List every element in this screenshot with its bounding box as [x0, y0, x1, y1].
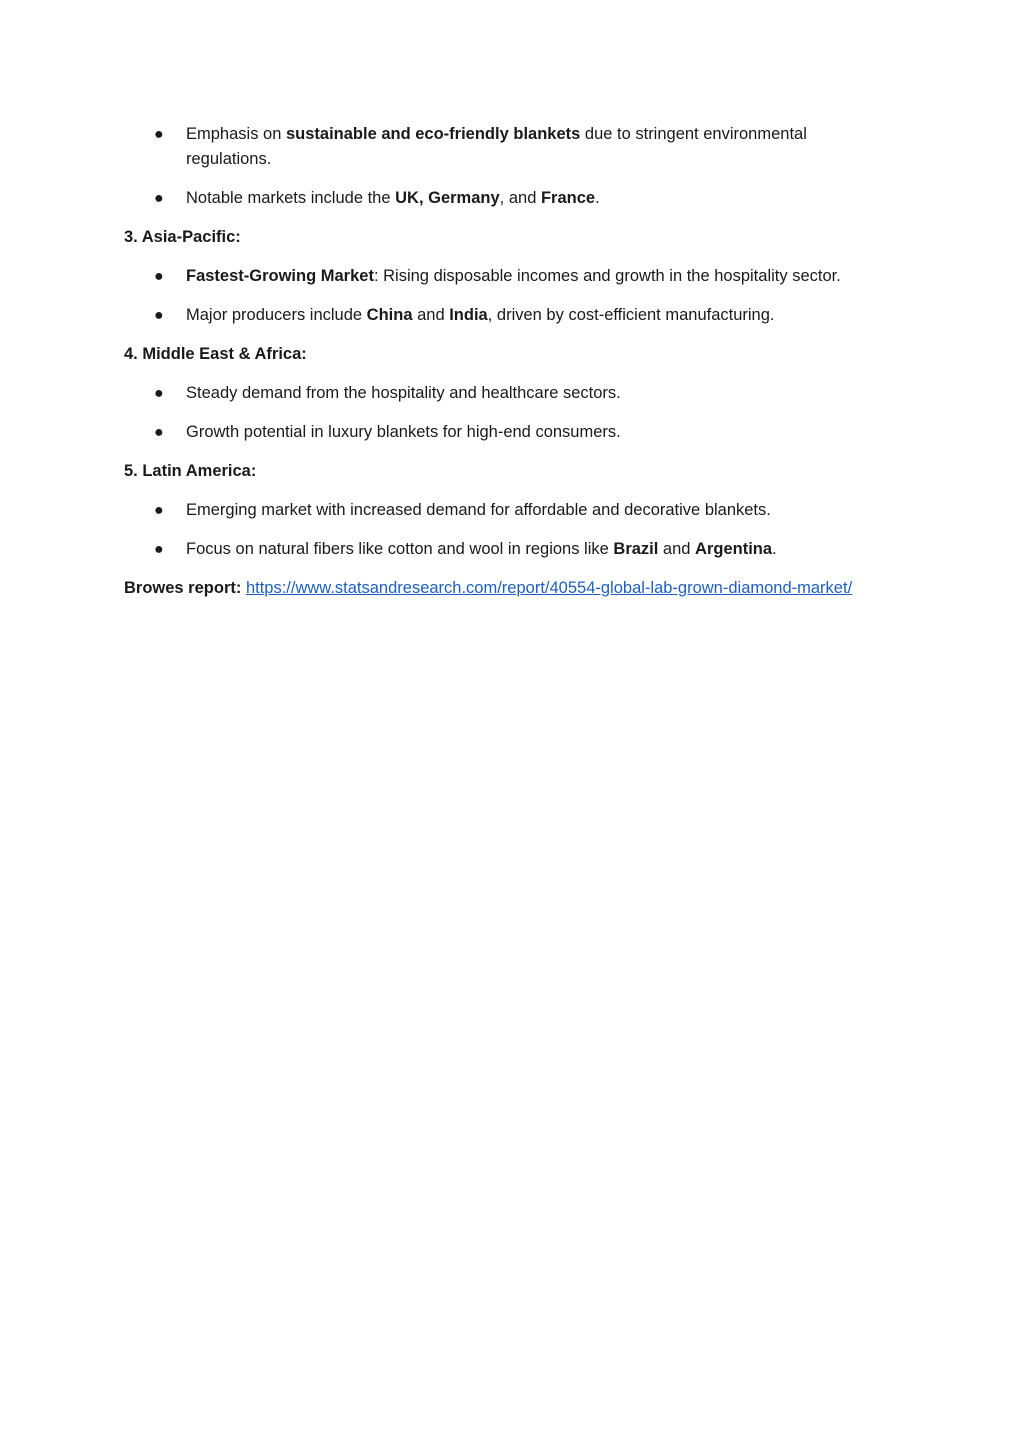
list-item: ● Fastest-Growing Market: Rising disposable incomes and growth in the hospitality sector. — [124, 264, 884, 289]
bullet-icon: ● — [154, 541, 164, 558]
bullet-icon: ● — [154, 126, 164, 143]
bullet-icon: ● — [154, 385, 164, 402]
bullet-icon: ● — [154, 190, 164, 207]
latin-america-bullet-list — [124, 498, 884, 562]
list-item: ● Emerging market with increased demand for affordable and decorative blankets. — [124, 498, 884, 523]
document-page — [124, 122, 884, 601]
list-item: ● Growth potential in luxury blankets for high-end consumers. — [124, 420, 884, 445]
report-link[interactable]: https://www.statsandresearch.com/report/40554-global-lab-grown-diamond-market/ — [245, 579, 853, 597]
section-heading-asia-pacific: 3. Asia-Pacific: — [124, 228, 241, 246]
europe-bullet-list — [124, 122, 884, 211]
asia-pacific-bullet-list — [124, 264, 884, 328]
bullet-icon: ● — [154, 307, 164, 324]
bullet-icon: ● — [154, 502, 164, 519]
list-item: ● Steady demand from the hospitality and healthcare sectors. — [124, 381, 884, 406]
bullet-icon: ● — [154, 424, 164, 441]
report-line — [124, 576, 884, 601]
list-item: ● Focus on natural fibers like cotton and wool in regions like Brazil and Argentina. — [124, 537, 884, 562]
bullet-icon: ● — [154, 268, 164, 285]
middle-east-africa-bullet-list — [124, 381, 884, 445]
list-item: ● Major producers include China and India, driven by cost-efficient manufacturing. — [124, 303, 884, 328]
section-heading-latin-america: 5. Latin America: — [124, 462, 257, 480]
list-item: ● Emphasis on sustainable and eco-friendly blankets due to stringent environmental regulations. — [124, 122, 884, 172]
section-heading-middle-east-africa: 4. Middle East & Africa: — [124, 345, 307, 363]
report-label: Browes report: — [124, 579, 242, 597]
list-item: ● Notable markets include the UK, Germany, and France. — [124, 186, 884, 211]
